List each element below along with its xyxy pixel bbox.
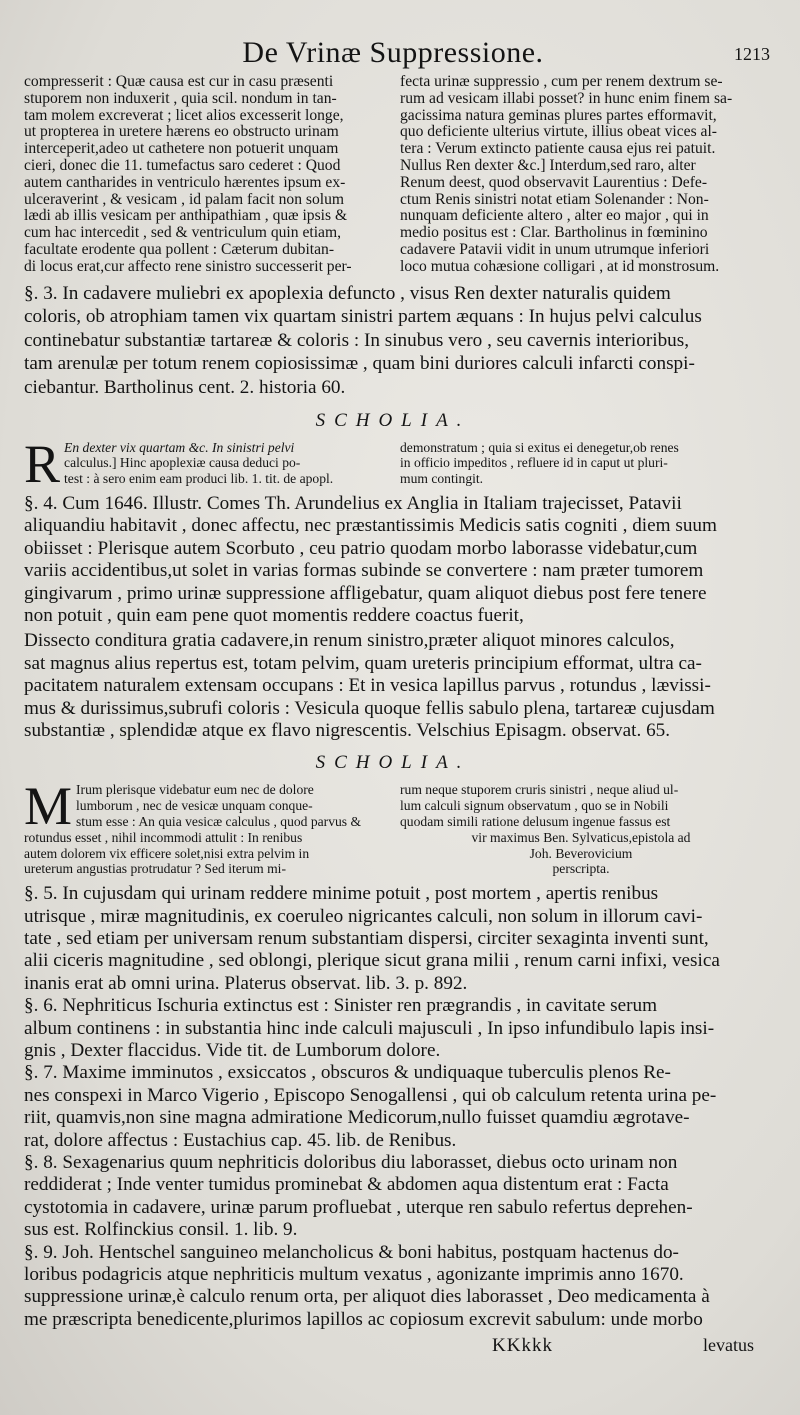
section-4 (24, 493, 762, 742)
text-line: nes conspexi in Marco Vigerio , Episcopo Senogallensi , qui ob calculum retenta urina pe- (24, 1084, 717, 1106)
text-line: lædi ab illis vesicam per anthipathiam , quæ ipsis & (24, 207, 348, 225)
text-line: cieri, donec die 11. tumefactus saro cederet : Quod (24, 156, 341, 174)
text-line: perscripta. (552, 861, 610, 877)
commentary-right-column (400, 74, 762, 276)
text-line: obiisset : Plerisque autem Scorbuto , ceu patrio quodam morbo laborasse videbatur,cum (24, 537, 698, 559)
text-line: utrisque , miræ magnitudinis, ex coeruleo nigricantes calculi, non solum in illorum cavi- (24, 905, 703, 927)
text-line: interceperit,adeo ut cathetere non potuerit unquam (24, 140, 339, 158)
text-line: tate , sed etiam per universam renum substantiam dispersi, circiter sexaginta inventi sunt, (24, 927, 709, 949)
scholia-1-left-column (24, 433, 386, 494)
text-line: vir maximus Ben. Sylvaticus,epistola ad (471, 829, 691, 845)
text-line: Nullus Ren dexter &c.] Interdum,sed raro, alter (400, 156, 696, 174)
text-line: sat magnus alius repertus est, totam pelvim, quam ureteris principium efformat, ultra ca- (24, 652, 702, 674)
scholia-2-right-column (400, 782, 762, 877)
section-8 (24, 1152, 762, 1242)
text-line: test : à sero enim eam produci lib. 1. tit. de apopl. (64, 471, 334, 487)
text-line: En dexter vix quartam &c. In sinistri pelvi (64, 439, 295, 455)
text-line: rotundus esset , nihil incommodi attulit : In renibus (24, 829, 303, 845)
text-line: stuporem non induxerit , quia scil. nondum in tan- (24, 89, 337, 107)
text-line: §. 4. Cum 1646. Illustr. Comes Th. Arundelius ex Anglia in Italiam trajecisset, Patavii (24, 492, 682, 514)
signature-mark: KKkkk (492, 1335, 553, 1357)
text-line: variis accidentibus,ut solet in varias formas subinde se convertere : nam præter tumorem (24, 560, 704, 582)
text-line: me præscripta benedicente,plurimos lapillos ac copiosum excrevit sabulum: unde morbo (24, 1308, 703, 1330)
text-line: mum contingit. (400, 471, 484, 487)
text-line: Joh. Beverovicium (529, 845, 633, 861)
catchword: levatus (703, 1335, 754, 1356)
text-line: §. 6. Nephriticus Ischuria extinctus est : Sinister ren prægrandis , in cavitate serum (24, 995, 658, 1017)
text-line: di locus erat,cur affecto rene sinistro successerit per- (24, 257, 352, 275)
text-line: aliquandiu habitavit , donec affectu, nec præstantissimis Medicis satis cogniti , diem suum (24, 515, 717, 537)
text-line: calculus.] Hinc apoplexiæ causa deduci po- (64, 455, 301, 471)
text-line: rum neque stuporem cruris sinistri , neque aliud ul- (400, 782, 679, 798)
text-line: tera : Verum extincto patiente causa ejus rei patuit. (400, 140, 716, 158)
text-line: ciebantur. Bartholinus cent. 2. historia 60. (24, 376, 346, 398)
text-line: tam molem excreverat ; licet alios excesserit longe, (24, 106, 344, 124)
text-line: compresserit : Quæ causa est cur in casu præsenti (24, 73, 334, 90)
text-line: gnis , Dexter flaccidus. Vide tit. de Lumborum dolore. (24, 1040, 441, 1062)
text-line: loribus podagricis atque nephriticis multum vexatus , agonizante imprimis anno 1670. (24, 1264, 684, 1286)
text-line: reddiderat ; Inde venter tumidus prominebat & abdomen aqua distentum erat : Facta (24, 1174, 669, 1196)
text-line: album continens : in substantia hinc inde calculi majusculi , In ipso infundibulo lapis insi- (24, 1017, 715, 1039)
text-line: pacitatem naturalem extensam occupans : Et in vesica lapillus parvus , rotundus , lævissi- (24, 675, 711, 697)
text-line: quodam simili ratione delusum ingenue fassus est (400, 813, 671, 829)
text-line: §. 8. Sexagenarius quum nephriticis doloribus diu laborasset, diebus octo urinam non (24, 1152, 678, 1174)
text-line: alii ciceris magnitudine , sed oblongi, plerique sicut grana milii , renum carni infixi, vesica (24, 950, 720, 972)
drop-cap: M (24, 776, 73, 837)
text-line: gacissima natura geminas plures partes efformavit, (400, 106, 717, 124)
text-line: riit, quamvis,non sine magna admiratione Medicorum,nullo fuisset quamdiu ægrotave- (24, 1107, 690, 1129)
scholia-2-left-column (24, 776, 386, 877)
text-line: tam arenulæ per totum renem copiosissimæ , quam bini duriores calculi infarcti conspi- (24, 353, 695, 375)
page-number: 1213 (734, 44, 770, 64)
text-line: in officio impeditos , refluere id in caput ut pluri- (400, 455, 668, 471)
scholia-heading: SCHOLIA. (315, 752, 471, 774)
text-line: Irum plerisque videbatur eum nec de dolore (76, 782, 314, 798)
text-line: medio positus est : Clar. Bartholinus in fœminino (400, 224, 708, 242)
text-line: sus est. Rolfinckius consil. 1. lib. 9. (24, 1219, 298, 1241)
text-line: quo deficiente ulterius virtute, illius obeat vices al- (400, 123, 717, 141)
commentary-columns (24, 74, 762, 276)
scholia-1-columns (24, 433, 762, 494)
drop-cap: R (24, 433, 61, 494)
text-line: ulceraverint , & vesicam , id palam facit non solum (24, 190, 345, 208)
commentary-left-column (24, 74, 386, 276)
text-line: coloris, ob atrophiam tamen vix quartam sinistri partem æquans : In hujus pelvi calculus (24, 306, 702, 328)
text-line: gingivarum , primo urinæ suppressione affligebatur, quam aliquot diebus post fere tenere (24, 582, 707, 604)
text-line: nunquam deficiente altero , alter eo major , qui in (400, 207, 709, 225)
text-line: continebatur substantiæ tartareæ & coloris : In sinubus vero , seu cavernis interioribus, (24, 329, 690, 351)
text-line: rum ad vesicam illabi posset? in hunc enim finem sa- (400, 89, 733, 107)
text-line: suppressione urinæ,è calculo renum orta, per aliquot dies laborasset , Deo medicamenta à (24, 1286, 710, 1308)
text-line: §. 5. In cujusdam qui urinam reddere minime potuit , post mortem , apertis renibus (24, 883, 659, 905)
text-line: autem dolorem vix efficere solet,nisi extra pelvim in (24, 845, 310, 861)
scholia-1-right-column (400, 440, 762, 487)
text-line: mus & durissimus,subrufi coloris : Vesicula quoque fellis sabulo plena, tartareæ cujusdam (24, 697, 715, 719)
scholia-heading: SCHOLIA. (315, 409, 471, 431)
text-line: §. 9. Joh. Hentschel sanguineo melancholicus & boni habitus, postquam hactenus do- (24, 1241, 679, 1263)
text-line: §. 3. In cadavere muliebri ex apoplexia defuncto , visus Ren dexter naturalis quidem (24, 282, 671, 304)
section-3 (24, 282, 762, 400)
section-7 (24, 1062, 762, 1152)
text-line: fecta urinæ suppressio , cum per renem dextrum se- (400, 73, 723, 90)
text-line: stum esse : An quia vesicæ calculus , quod parvus & (76, 813, 362, 829)
text-line: rat, dolore affectus : Eustachius cap. 45. lib. de Renibus. (24, 1129, 457, 1151)
text-line: cadavere Patavii vidit in unum utrumque inferiori (400, 240, 710, 258)
citation-block (400, 830, 762, 877)
section-6 (24, 995, 762, 1062)
text-line: Renum deest, quod observavit Laurentius : Defe- (400, 173, 708, 191)
text-line: lum calculi signum observatum , quo se in Nobili (400, 798, 669, 814)
running-title: De Vrinæ Suppressione. (242, 36, 544, 69)
text-line: Dissecto conditura gratia cadavere,in renum sinistro,præter aliquot minores calculos, (24, 630, 675, 652)
text-line: ut propterea in uretere hærens eo obstructo urinam (24, 123, 339, 141)
text-line: ureterum angustias protrudatur ? Sed iterum mi- (24, 861, 286, 877)
text-line: cystotomia in cadavere, urinæ parum profluebat , uterque ren sabulo refertus deprehen- (24, 1196, 693, 1218)
text-line: demonstratum ; quia si exitus ei denegetur,ob renes (400, 439, 679, 455)
text-line: ctum Renis sinistri notat etiam Solenander : Non- (400, 190, 709, 208)
text-line: facultate erodente qua pollent : Cæterum dubitan- (24, 240, 335, 258)
text-line: cum hac intercedit , sed & ventriculum quin etiam, (24, 224, 341, 242)
text-line: inanis erat ab omni urina. Platerus observat. lib. 3. p. 892. (24, 972, 468, 994)
section-9 (24, 1242, 762, 1332)
section-5 (24, 883, 762, 995)
text-line: loco mutua cohæsione colligari , at id monstrosum. (400, 257, 720, 275)
text-line: substantiæ , splendidæ atque ex flavo nigrescentis. Velschius Episagm. observat. 65. (24, 719, 671, 741)
text-line: non potuit , quin eam pene quot momentis reddere coactus fuerit, (24, 604, 524, 626)
text-line: autem cantharides in ventriculo hærentes ipsum ex- (24, 173, 346, 191)
page-header (24, 30, 770, 70)
scholia-2-columns (24, 776, 762, 877)
text-line: §. 7. Maxime imminutos , exsiccatos , obscuros & undiquaque tuberculis plenos Re- (24, 1062, 671, 1084)
page-footer (24, 1335, 762, 1357)
text-line: lumborum , nec de vesicæ unquam conque- (76, 798, 313, 814)
